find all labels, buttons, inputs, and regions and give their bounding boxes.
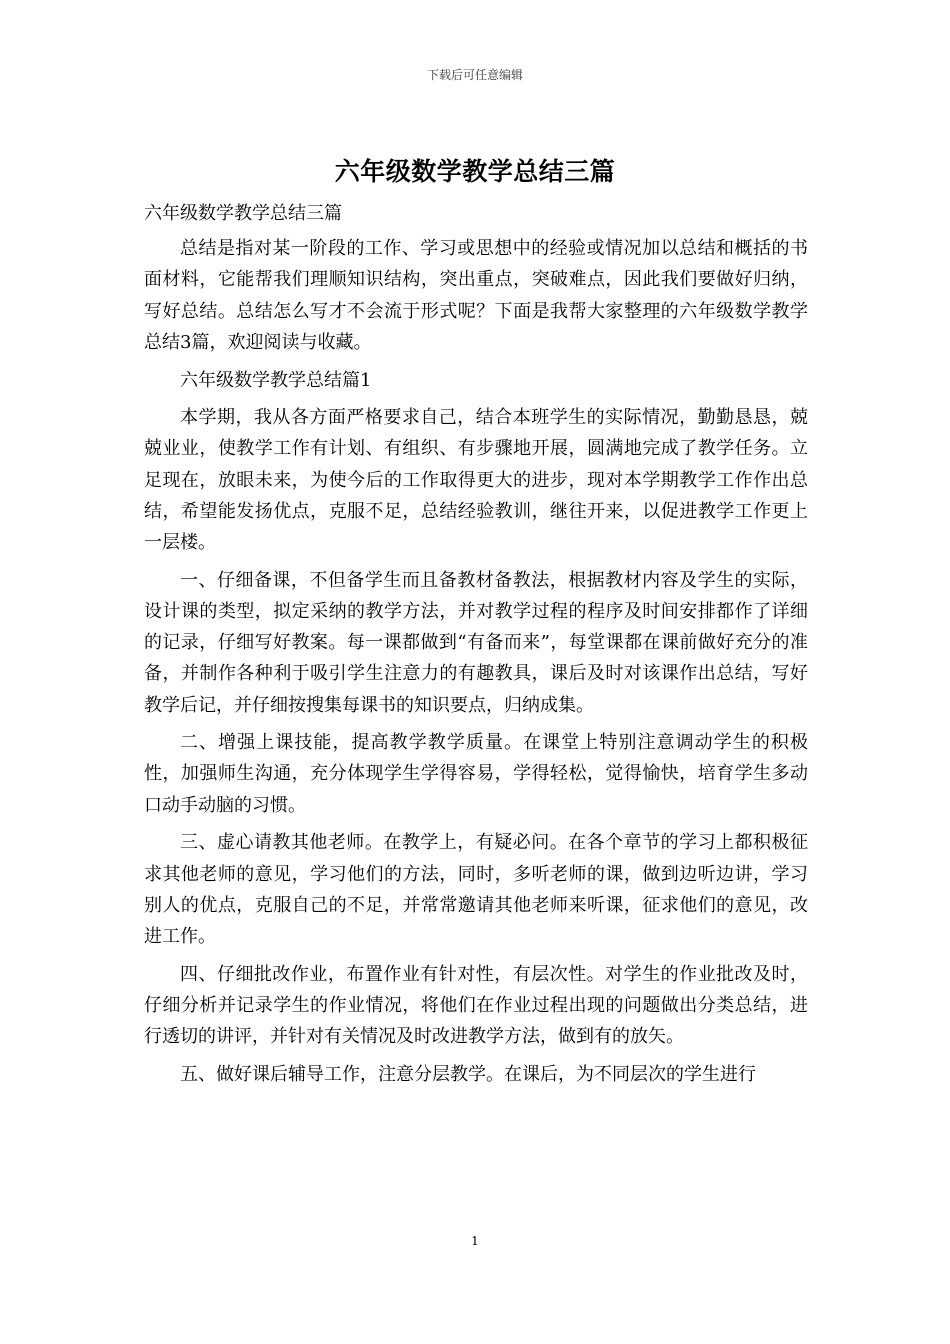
intro-paragraph: 总结是指对某一阶段的工作、学习或思想中的经验或情况加以总结和概括的书面材料，它能帮我们理顺知识结构，突出重点，突破难点，因此我们要做好归纳，写好总结。总结怎么写才不会流于形式呢？下面是我帮大家整理的六年级数学教学总结3篇，欢迎阅读与收藏。 — [144, 238, 808, 353]
body-paragraph: 三、虚心请教其他老师。在教学上，有疑必问。在各个章节的学习上都积极征求其他老师的意见，学习他们的方法，同时，多听老师的课，做到边听边讲，学习别人的优点，克服自己的不足，并常常邀请其他老师来听课，征求他们的意见，改进工作。 — [144, 832, 808, 947]
document-title: 六年级数学教学总结三篇 — [334, 157, 616, 186]
header-note: 下载后可任意编辑 — [426, 68, 523, 82]
body-paragraph: 四、仔细批改作业，布置作业有针对性，有层次性。对学生的作业批改及时，仔细分析并记录学生的作业情况，将他们在作业过程出现的问题做出分类总结，进行透切的讲评，并针对有关情况及时改进教学方法，做到有的放矢。 — [144, 963, 808, 1048]
subtitle-paragraph: 六年级数学教学总结三篇 — [144, 203, 342, 224]
document-body — [144, 198, 808, 1096]
body-paragraph: 五、做好课后辅导工作，注意分层教学。在课后，为不同层次的学生进行 — [180, 1063, 756, 1085]
body-paragraph: 本学期，我从各方面严格要求自己，结合本班学生的实际情况，勤勤恳恳，兢兢业业，使教学工作有计划、有组织、有步骤地开展，圆满地完成了教学任务。立足现在，放眼未来，为使今后的工作取得更大的进步，现对本学期教学工作作出总结，希望能发扬优点，克服不足，总结经验教训，继往开来，以促进教学工作更上一层楼。 — [144, 407, 808, 554]
section-heading: 六年级数学教学总结篇1 — [180, 369, 372, 391]
body-paragraph: 一、仔细备课，不但备学生而且备教材备教法，根据教材内容及学生的实际，设计课的类型，拟定采纳的教学方法，并对教学过程的程序及时间安排都作了详细的记录，仔细写好教案。每一课都做到“有备而来”，每堂课都在课前做好充分的准备，并制作各种利于吸引学生注意力的有趣教具，课后及时对该课作出总结，写好教学后记，并仔细按搜集每课书的知识要点，归纳成集。 — [144, 569, 808, 716]
body-paragraph: 二、增强上课技能，提高教学教学质量。在课堂上特别注意调动学生的积极性，加强师生沟通，充分体现学生学得容易，学得轻松，觉得愉快，培育学生多动口动手动脑的习惯。 — [144, 732, 808, 816]
page-number: 1 — [471, 1234, 479, 1248]
